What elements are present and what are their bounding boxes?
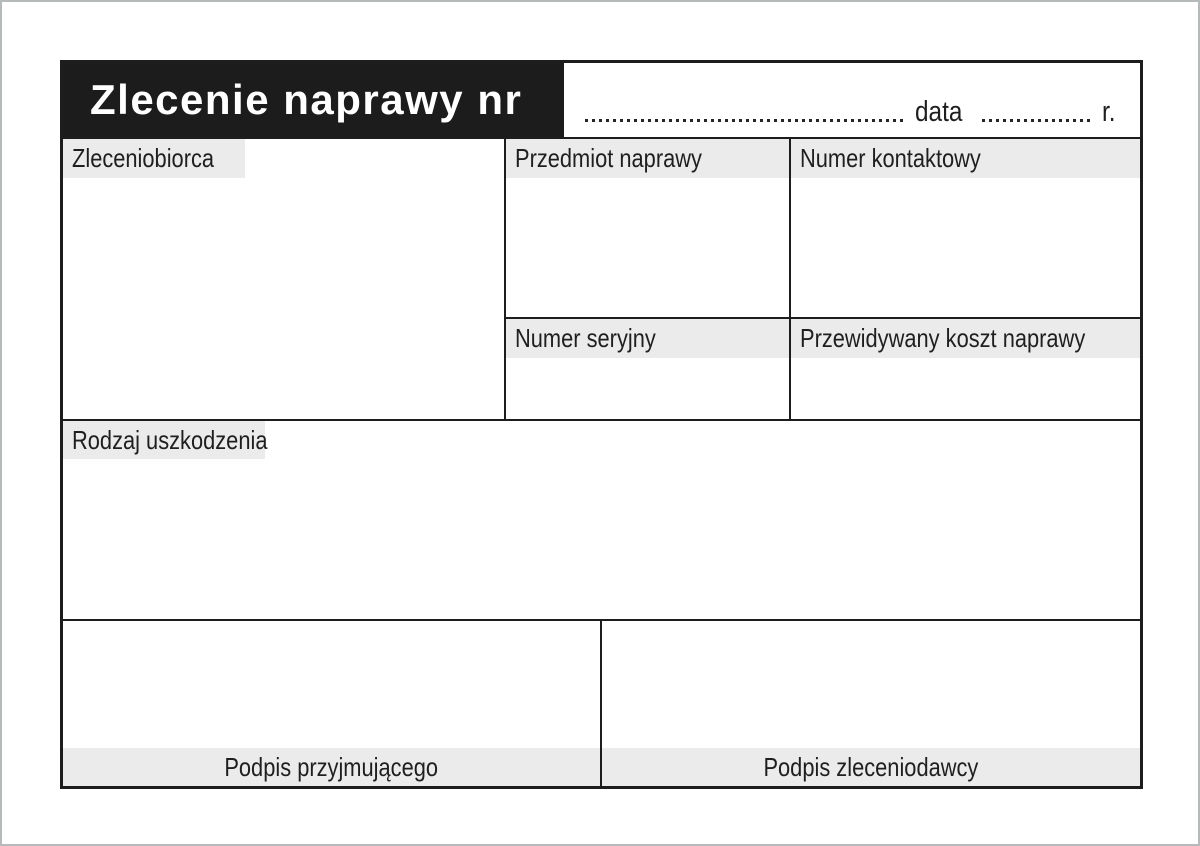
- repair-subject-label: Przedmiot naprawy: [506, 139, 789, 178]
- order-number-field[interactable]: [585, 119, 905, 122]
- contractor-cell: [63, 139, 506, 419]
- estimated-cost-label: Przewidywany koszt naprawy: [791, 319, 1140, 358]
- details-grid-row-2: [506, 319, 1140, 419]
- contact-number-cell: [791, 139, 1140, 317]
- details-grid: [506, 139, 1140, 419]
- repair-order-form: [60, 60, 1143, 789]
- estimated-cost-cell: [791, 319, 1140, 419]
- damage-type-input-area[interactable]: [63, 459, 1140, 619]
- date-suffix: r.: [1101, 96, 1116, 128]
- date-label: data: [915, 96, 963, 128]
- details-grid-row-1: [506, 139, 1140, 319]
- details-row: [63, 139, 1140, 421]
- serial-number-input-area[interactable]: [506, 358, 789, 419]
- estimated-cost-input-area[interactable]: [791, 358, 1140, 419]
- serial-number-label: Numer seryjny: [506, 319, 789, 358]
- repair-subject-input-area[interactable]: [506, 178, 789, 317]
- contractor-input-area[interactable]: [63, 178, 504, 419]
- serial-number-cell: [506, 319, 791, 419]
- client-signature-area[interactable]: [602, 621, 1140, 748]
- damage-type-label: Rodzaj uszkodzenia: [63, 421, 265, 459]
- contractor-label: Zleceniobiorca: [63, 139, 245, 178]
- order-number-date-cell: [564, 63, 1140, 137]
- damage-type-cell: [63, 421, 1140, 621]
- form-title: Zlecenie naprawy nr: [63, 63, 564, 137]
- contact-number-input-area[interactable]: [791, 178, 1140, 317]
- client-signature-cell: [602, 621, 1140, 786]
- form-header-row: [63, 63, 1140, 139]
- receiver-signature-area[interactable]: [63, 621, 600, 748]
- date-field[interactable]: [982, 119, 1092, 122]
- contact-number-label: Numer kontaktowy: [791, 139, 1140, 178]
- receiver-signature-cell: [63, 621, 602, 786]
- receiver-signature-label: Podpis przyjmującego: [63, 748, 600, 786]
- repair-subject-cell: [506, 139, 791, 317]
- client-signature-label: Podpis zleceniodawcy: [602, 748, 1140, 786]
- signatures-row: [63, 621, 1140, 786]
